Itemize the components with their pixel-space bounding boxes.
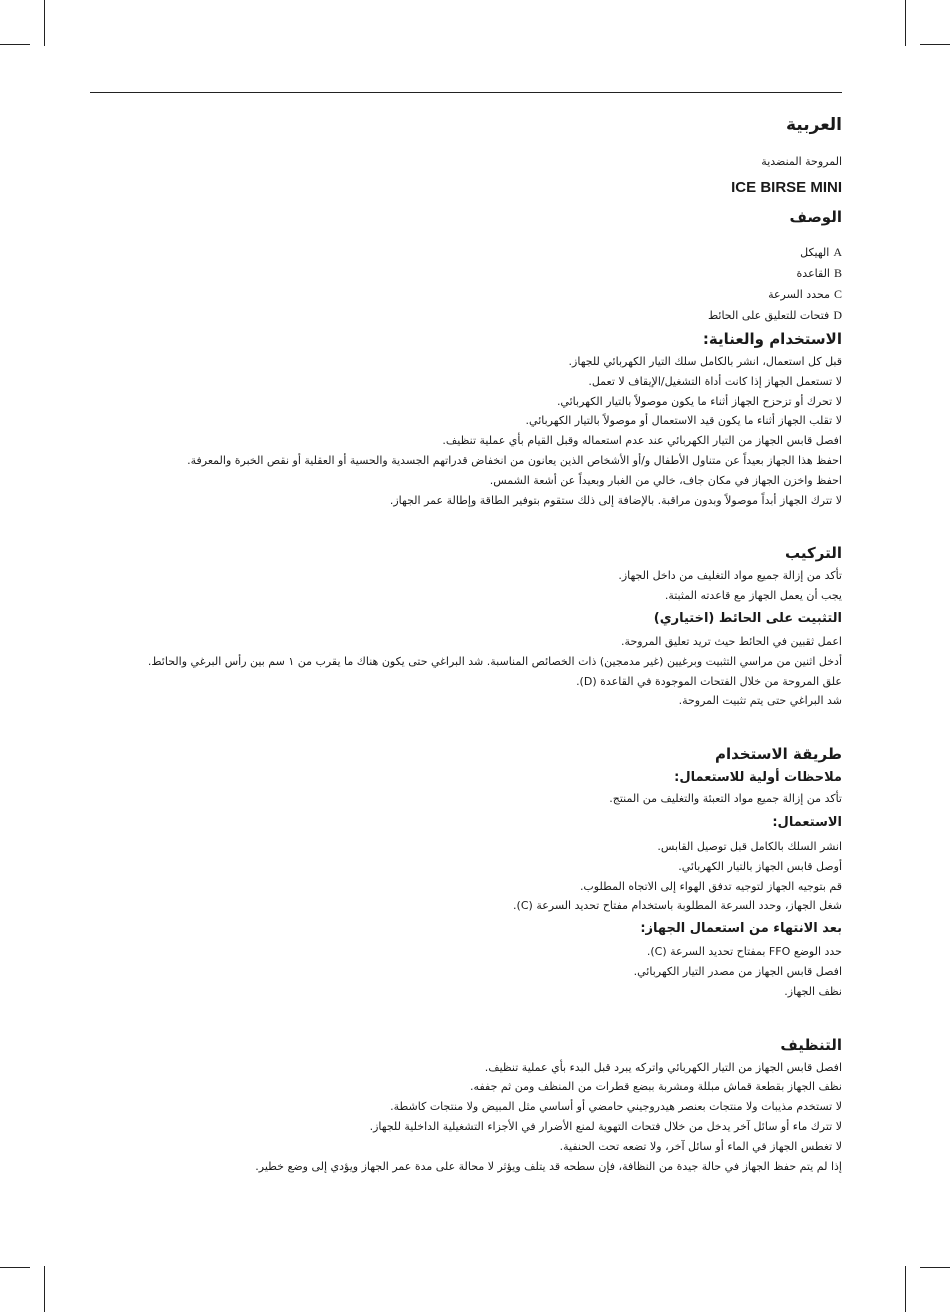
crop-mark: [920, 44, 950, 45]
list-item: إذا لم يتم حفظ الجهاز في حالة جيدة من النظافة، فإن سطحه قد يتلف ويؤثر لا محالة على مدة عمر الجهاز ويؤدي إلى وضع خطير.: [255, 1159, 842, 1173]
list-item: احفظ واخزن الجهاز في مكان جاف، خالي من الغبار وبعيداً عن أشعة الشمس.: [489, 473, 842, 487]
list-item: افصل قابس الجهاز من مصدر التيار الكهربائي.: [633, 964, 842, 978]
after-use-list: [90, 942, 842, 1001]
list-item: لا تستخدم مذيبات ولا منتجات بعنصر هيدروجيني حامضي أو أساسي مثل المبيض ولا منتجات كاشطة.: [390, 1100, 842, 1114]
list-item: [90, 305, 842, 326]
crop-mark: [44, 1266, 45, 1312]
usage-care-heading: الاستخدام والعناية:: [702, 330, 842, 348]
part-letter: A: [833, 245, 842, 259]
list-item: احفظ هذا الجهاز بعيداً عن متناول الأطفال و/أو الأشخاص الذين يعانون من انخفاض قدراتهم الجسدية والحسية أو العقلية أو نقص الخبرة والمعرفة.: [187, 453, 842, 467]
list-item: لا تحرك أو تزحزح الجهاز أثناء ما يكون موصولاً بالتيار الكهربائي.: [556, 394, 842, 408]
list-item: تأكد من إزالة جميع مواد التغليف من داخل الجهاز.: [618, 569, 842, 583]
list-item: حدد الوضع FFO بمفتاح تحديد السرعة (C).: [646, 945, 842, 959]
list-item: لا تقلب الجهاز أثناء ما يكون قيد الاستعمال أو موصولاً بالتيار الكهربائي.: [525, 414, 842, 428]
wall-mount-heading: التثبيت على الحائط (اختياري): [653, 610, 842, 626]
language-title: العربية: [785, 115, 842, 135]
crop-mark: [905, 1266, 906, 1312]
part-letter: C: [833, 287, 842, 301]
list-item: قم بتوجيه الجهاز لتوجيه تدفق الهواء إلى الاتجاه المطلوب.: [579, 879, 842, 893]
crop-mark: [44, 0, 45, 46]
prelim-heading: ملاحظات أولية للاستعمال:: [674, 770, 842, 786]
cleaning-list: [90, 1058, 842, 1177]
assembly-list: [90, 566, 842, 606]
list-item: [90, 263, 842, 284]
list-item: تأكد من إزالة جميع مواد التعبئة والتغليف من المنتج.: [609, 792, 842, 806]
list-item: لا تستعمل الجهاز إذا كانت أداة التشغيل/الإيقاف لا تعمل.: [588, 374, 842, 388]
list-item: لا تترك الجهاز أبداً موصولاً وبدون مراقبة. بالإضافة إلى ذلك ستقوم بتوفير الطاقة وإطالة عمر الجهاز.: [389, 493, 842, 507]
list-item: شد البراغي حتى يتم تثبيت المروحة.: [678, 694, 842, 708]
list-item: افصل قابس الجهاز من التيار الكهربائي واتركه يبرد قبل البدء بأي عملية تنظيف.: [484, 1060, 842, 1074]
crop-mark: [920, 1267, 950, 1268]
list-item: أدخل اثنين من مراسي التثبيت وبرغيين (غير مدمجين) ذات الخصائص المناسبة. شد البراغي حتى يكون هناك ما يقرب من ١ سم بين رأس البرغي والحائط.: [147, 654, 842, 668]
use-list: [90, 837, 842, 916]
list-item: شغل الجهاز، وحدد السرعة المطلوبة باستخدام مفتاح تحديد السرعة (C).: [513, 899, 842, 913]
part-label: فتحات للتعليق على الحائط: [707, 309, 830, 322]
part-label: الهيكل: [800, 246, 830, 259]
list-item: نظف الجهاز بقطعة قماش مبللة ومشربة ببضع قطرات من المنظف ومن ثم جففه.: [470, 1080, 842, 1094]
crop-mark: [0, 44, 30, 45]
wall-mount-list: [90, 632, 842, 711]
list-item: [90, 284, 842, 305]
crop-mark: [905, 0, 906, 46]
list-item: قبل كل استعمال، انشر بالكامل سلك التيار الكهربائي للجهاز.: [568, 355, 842, 368]
part-label: القاعدة: [796, 267, 830, 280]
product-type: المروحة المنضدية: [761, 155, 842, 168]
model-name: ICE BIRSE MINI: [731, 179, 842, 196]
top-rule: [90, 92, 842, 93]
instructions-heading: طريقة الاستخدام: [714, 745, 842, 764]
after-use-heading: بعد الانتهاء من استعمال الجهاز:: [640, 921, 842, 937]
prelim-list: [90, 789, 842, 809]
list-item: لا تغطس الجهاز في الماء أو سائل آخر، ولا تضعه تحت الحنفية.: [559, 1139, 842, 1153]
part-label: محدد السرعة: [768, 288, 830, 301]
list-item: يجب أن يعمل الجهاز مع قاعدته المثبتة.: [664, 589, 842, 603]
usage-care-list: [90, 352, 842, 510]
list-item: علق المروحة من خلال الفتحات الموجودة في القاعدة (D).: [576, 674, 842, 688]
parts-list: [90, 242, 842, 326]
part-letter: D: [833, 308, 842, 322]
part-letter: B: [833, 266, 842, 280]
list-item: لا تترك ماء أو سائل آخر يدخل من خلال فتحات التهوية لمنع الأضرار في الأجزاء التشغيلية الداخلية للجهاز.: [369, 1119, 842, 1133]
list-item: نظف الجهاز.: [784, 984, 842, 998]
list-item: افصل قابس الجهاز من التيار الكهربائي عند عدم استعماله وقبل القيام بأي عملية تنظيف.: [442, 434, 842, 448]
crop-mark: [0, 1267, 30, 1268]
description-heading: الوصف: [789, 208, 842, 226]
use-heading: الاستعمال:: [772, 814, 842, 830]
cleaning-heading: التنظيف: [780, 1035, 842, 1054]
list-item: [90, 242, 842, 263]
list-item: أوصل قابس الجهاز بالتيار الكهربائي.: [678, 859, 842, 873]
list-item: انشر السلك بالكامل قبل توصيل القابس.: [657, 839, 842, 853]
list-item: اعمل ثقبين في الحائط حيث تريد تعليق المروحة.: [621, 634, 842, 648]
assembly-heading: التركيب: [785, 544, 842, 563]
document-body: [90, 110, 842, 1176]
